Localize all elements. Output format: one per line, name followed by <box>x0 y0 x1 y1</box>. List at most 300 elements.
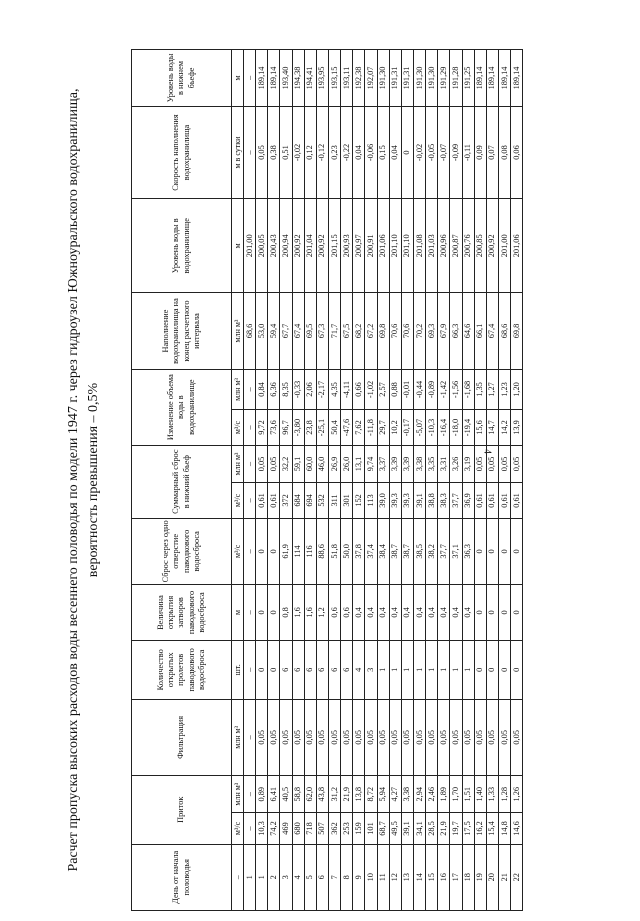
table-cell: – <box>244 50 256 107</box>
table-cell: 116 <box>304 518 316 584</box>
table-cell: 0,61 <box>511 483 523 518</box>
table-cell: 2,06 <box>304 369 316 410</box>
table-cell: 0,05 <box>353 699 365 775</box>
header-filtration: Фильтрация <box>132 699 232 775</box>
table-cell: 0,05 <box>474 445 486 483</box>
table-cell: 152 <box>353 483 365 518</box>
table-cell: 191,29 <box>438 50 450 107</box>
table-cell: 18 <box>462 844 474 910</box>
table-row <box>280 50 292 911</box>
table-cell: 10 <box>365 844 377 910</box>
table-cell: 67,7 <box>280 293 292 369</box>
table-cell: -0,02 <box>292 106 304 198</box>
table-cell: 0,4 <box>426 585 438 641</box>
table-cell: 1,6 <box>292 585 304 641</box>
table-cell: -5,07 <box>413 410 425 445</box>
table-cell: -1,56 <box>450 369 462 410</box>
table-cell: 37,4 <box>365 518 377 584</box>
table-cell: 6 <box>316 844 328 910</box>
table-cell: 0,4 <box>389 585 401 641</box>
table-row <box>244 50 256 911</box>
table-cell: -2,17 <box>316 369 328 410</box>
table-cell: 58,8 <box>292 775 304 813</box>
table-cell: 15 <box>426 844 438 910</box>
table-cell: 8,72 <box>365 775 377 813</box>
table-cell: 36,3 <box>462 518 474 584</box>
table-cell: -1,02 <box>365 369 377 410</box>
table-cell: 0 <box>474 585 486 641</box>
table-cell: 50,4 <box>328 410 340 445</box>
table-cell: 0 <box>511 585 523 641</box>
table-cell: 26,0 <box>341 445 353 483</box>
table-cell: 0 <box>256 518 268 584</box>
table-cell: 61,9 <box>280 518 292 584</box>
table-cell: -0,12 <box>316 106 328 198</box>
table-cell: 9,74 <box>365 445 377 483</box>
table-cell: -4,11 <box>341 369 353 410</box>
header-inflow: Приток <box>132 775 232 844</box>
table-cell: 38,3 <box>438 483 450 518</box>
table-cell: 0,4 <box>401 585 413 641</box>
table-cell: 19 <box>474 844 486 910</box>
table-cell: 1 <box>389 640 401 699</box>
table-cell: 0,05 <box>486 445 498 483</box>
table-cell: – <box>244 640 256 699</box>
table-cell: 15,4 <box>486 813 498 844</box>
table-cell: 39,1 <box>413 483 425 518</box>
table-cell: 0,05 <box>365 699 377 775</box>
table-cell: 159 <box>353 813 365 844</box>
table-cell: 1,89 <box>438 775 450 813</box>
table-cell: – <box>244 813 256 844</box>
header-spans-count: Количество открытых пролетов паводкового водосброса <box>132 640 232 699</box>
table-cell: 0,06 <box>511 106 523 198</box>
table-cell: 113 <box>365 483 377 518</box>
table-cell: -0,05 <box>426 106 438 198</box>
table-cell: 21 <box>498 844 510 910</box>
table-cell: 0,12 <box>304 106 316 198</box>
table-cell: 469 <box>280 813 292 844</box>
table-cell: 0,05 <box>377 699 389 775</box>
table-row <box>389 50 401 911</box>
table-cell: 189,14 <box>498 50 510 107</box>
table-cell: 0,05 <box>341 699 353 775</box>
table-cell: 362 <box>328 813 340 844</box>
table-cell: 532 <box>316 483 328 518</box>
table-cell: 193,95 <box>316 50 328 107</box>
table-cell: 38,4 <box>377 518 389 584</box>
table-cell: 194,41 <box>304 50 316 107</box>
table-cell: 23,8 <box>304 410 316 445</box>
header-tailwater-level: Уровень воды в нижнем бьефе <box>132 50 232 107</box>
table-cell: 694 <box>304 483 316 518</box>
table-cell: 0,4 <box>413 585 425 641</box>
table-cell: 14,7 <box>486 410 498 445</box>
table-cell: 5 <box>304 844 316 910</box>
table-cell: 39,3 <box>401 483 413 518</box>
table-cell: 1 <box>377 640 389 699</box>
table-cell: 69,8 <box>377 293 389 369</box>
table-cell: 201,10 <box>401 199 413 293</box>
table-cell: – <box>244 775 256 813</box>
table-cell: 6 <box>328 640 340 699</box>
table-cell: 37,7 <box>438 518 450 584</box>
table-cell: 0 <box>486 518 498 584</box>
table-cell: 67,5 <box>341 293 353 369</box>
table-cell: 0,05 <box>401 699 413 775</box>
table-cell: 38,7 <box>401 518 413 584</box>
table-cell: 67,9 <box>438 293 450 369</box>
table-row <box>426 50 438 911</box>
table-cell: 0,05 <box>450 699 462 775</box>
table-cell: 200,92 <box>486 199 498 293</box>
table-cell: 69,8 <box>511 293 523 369</box>
table-cell: 311 <box>328 483 340 518</box>
table-cell: 29,7 <box>377 410 389 445</box>
table-cell: 28,5 <box>426 813 438 844</box>
table-cell: 26,9 <box>328 445 340 483</box>
table-cell: 0,61 <box>486 483 498 518</box>
table-cell: 3,37 <box>377 445 389 483</box>
unit-cell: млн м³ <box>232 775 244 813</box>
table-cell: 21,9 <box>341 775 353 813</box>
units-row <box>232 50 244 911</box>
table-cell: 3,19 <box>462 445 474 483</box>
table-cell: 253 <box>341 813 353 844</box>
table-cell: 0 <box>474 640 486 699</box>
table-cell: 2,46 <box>426 775 438 813</box>
table-cell: 9,72 <box>256 410 268 445</box>
table-cell: -16,4 <box>438 410 450 445</box>
table-row <box>450 50 462 911</box>
header-volume-change: Изменение объема воды в водохранилище <box>132 369 232 445</box>
table-cell: 0,88 <box>389 369 401 410</box>
table-cell: 0,05 <box>462 699 474 775</box>
table-cell: 38,5 <box>413 518 425 584</box>
table-cell: 201,10 <box>389 199 401 293</box>
table-cell: 0 <box>256 640 268 699</box>
table-cell: 0,38 <box>268 106 280 198</box>
table-cell: 4 <box>353 640 365 699</box>
table-cell: 60,0 <box>304 445 316 483</box>
table-cell: 0,15 <box>377 106 389 198</box>
table-cell: 3,26 <box>450 445 462 483</box>
table-row <box>365 50 377 911</box>
table-cell: 0,66 <box>353 369 365 410</box>
unit-cell: м³/с <box>232 483 244 518</box>
table-cell: 8 <box>341 844 353 910</box>
table-cell: 0,05 <box>438 699 450 775</box>
table-cell: 96,7 <box>280 410 292 445</box>
table-cell: -0,09 <box>450 106 462 198</box>
table-cell: 0,6 <box>341 585 353 641</box>
table-cell: 0,05 <box>474 699 486 775</box>
table-cell: 1,33 <box>486 775 498 813</box>
table-cell: 40,5 <box>280 775 292 813</box>
table-cell: 193,15 <box>328 50 340 107</box>
table-cell: 0,05 <box>511 445 523 483</box>
table-cell: 0,4 <box>438 585 450 641</box>
table-cell: 200,05 <box>256 199 268 293</box>
header-day: День от начала половодья <box>132 844 232 910</box>
table-cell: 0,05 <box>304 699 316 775</box>
table-cell: 5,94 <box>377 775 389 813</box>
table-cell: 64,6 <box>462 293 474 369</box>
table-cell: 680 <box>292 813 304 844</box>
table-cell: 39,3 <box>389 483 401 518</box>
table-cell: 1 <box>426 640 438 699</box>
table-cell: 0,4 <box>450 585 462 641</box>
table-cell: 200,92 <box>292 199 304 293</box>
table-cell: 74,2 <box>268 813 280 844</box>
table-cell: 0,05 <box>413 699 425 775</box>
table-cell: 191,30 <box>426 50 438 107</box>
table-cell: 10,2 <box>389 410 401 445</box>
table-cell: 17,5 <box>462 813 474 844</box>
table-cell: 507 <box>316 813 328 844</box>
table-cell: 38,7 <box>389 518 401 584</box>
table-cell: 372 <box>280 483 292 518</box>
document-title: Расчет пропуска высоких расходов воды весеннего половодья по модели 1947 г. через гидроузел Южноуральского водохранилища, <box>66 88 81 872</box>
table-cell: 2 <box>268 844 280 910</box>
table-cell: 3,38 <box>413 445 425 483</box>
table-row <box>292 50 304 911</box>
table-cell: 189,14 <box>256 50 268 107</box>
table-cell: 66,3 <box>450 293 462 369</box>
unit-cell: м <box>232 199 244 293</box>
table-cell: 38,8 <box>426 483 438 518</box>
table-cell: 0,61 <box>474 483 486 518</box>
table-cell: 73,6 <box>268 410 280 445</box>
table-cell: -0,33 <box>292 369 304 410</box>
table-cell: 3 <box>280 844 292 910</box>
table-cell: 0,6 <box>328 585 340 641</box>
table-cell: 0 <box>268 640 280 699</box>
table-cell: 31,2 <box>328 775 340 813</box>
table-cell: 193,40 <box>280 50 292 107</box>
table-cell: 0,05 <box>316 699 328 775</box>
table-cell: 67,4 <box>292 293 304 369</box>
table-cell: 4 <box>292 844 304 910</box>
table-cell: 200,94 <box>280 199 292 293</box>
table-cell: 200,76 <box>462 199 474 293</box>
table-cell: 3 <box>365 640 377 699</box>
table-cell: 37,7 <box>450 483 462 518</box>
table-cell: 13,8 <box>353 775 365 813</box>
table-cell: 6 <box>304 640 316 699</box>
table-cell: 1,2 <box>316 585 328 641</box>
table-cell: 68,7 <box>377 813 389 844</box>
table-row <box>328 50 340 911</box>
table-cell: 0,09 <box>474 106 486 198</box>
table-cell: 21,9 <box>438 813 450 844</box>
table-cell: 1,40 <box>474 775 486 813</box>
table-row <box>316 50 328 911</box>
table-cell: 68,2 <box>353 293 365 369</box>
table-cell: 1,23 <box>498 369 510 410</box>
table-cell: 1,70 <box>450 775 462 813</box>
table-cell: 0,4 <box>377 585 389 641</box>
table-cell: -0,07 <box>438 106 450 198</box>
table-cell: 53,0 <box>256 293 268 369</box>
table-cell: – <box>244 699 256 775</box>
table-cell: 2,94 <box>413 775 425 813</box>
table-cell: 201,08 <box>413 199 425 293</box>
table-cell: 3,39 <box>389 445 401 483</box>
table-cell: 0,05 <box>498 699 510 775</box>
table-cell: 13,9 <box>511 410 523 445</box>
table-cell: 191,30 <box>377 50 389 107</box>
table-cell: 67,4 <box>486 293 498 369</box>
table-cell: 0,61 <box>256 483 268 518</box>
table-cell: 1,28 <box>498 775 510 813</box>
table-cell: 0,05 <box>426 699 438 775</box>
table-cell: -18,0 <box>450 410 462 445</box>
table-cell: 46,0 <box>316 445 328 483</box>
table-cell: 70,6 <box>389 293 401 369</box>
table-cell: 0,23 <box>328 106 340 198</box>
table-row <box>353 50 365 911</box>
table-cell: 62,0 <box>304 775 316 813</box>
table-cell: – <box>244 483 256 518</box>
unit-cell: – <box>232 844 244 910</box>
table-cell: 201,00 <box>498 199 510 293</box>
table-cell: -0,01 <box>401 369 413 410</box>
table-cell: 4,35 <box>328 369 340 410</box>
table-cell: -1,42 <box>438 369 450 410</box>
table-cell: 32,2 <box>280 445 292 483</box>
table-cell: 69,5 <box>304 293 316 369</box>
table-cell: 0,05 <box>498 445 510 483</box>
table-cell: -3,80 <box>292 410 304 445</box>
table-cell: – <box>244 369 256 410</box>
table-cell: 38,2 <box>426 518 438 584</box>
unit-cell: млн м³ <box>232 369 244 410</box>
unit-cell: млн м³ <box>232 445 244 483</box>
table-cell: 0 <box>486 585 498 641</box>
table-cell: 0,4 <box>365 585 377 641</box>
table-cell: 6,41 <box>268 775 280 813</box>
table-cell: – <box>244 585 256 641</box>
table-cell: 192,07 <box>365 50 377 107</box>
table-cell: 14,6 <box>511 813 523 844</box>
table-cell: 191,31 <box>389 50 401 107</box>
table-cell: 0,05 <box>389 699 401 775</box>
table-cell: -25,1 <box>316 410 328 445</box>
table-cell: 0,8 <box>280 585 292 641</box>
document-subtitle: вероятность превышения – 0,5% <box>86 382 101 578</box>
table-row <box>438 50 450 911</box>
table-cell: 101 <box>365 813 377 844</box>
table-cell: 1 <box>244 844 256 910</box>
table-row <box>474 50 486 911</box>
table-cell: 191,25 <box>462 50 474 107</box>
table-cell: 68,6 <box>498 293 510 369</box>
table-cell: 9 <box>353 844 365 910</box>
table-cell: 189,14 <box>268 50 280 107</box>
table-cell: 39,1 <box>401 813 413 844</box>
table-cell: 193,11 <box>341 50 353 107</box>
table-cell: -0,06 <box>365 106 377 198</box>
table-cell: 1 <box>462 640 474 699</box>
table-cell: 4,27 <box>389 775 401 813</box>
table-cell: 71,7 <box>328 293 340 369</box>
table-cell: 14,8 <box>498 813 510 844</box>
table-row <box>256 50 268 911</box>
table-cell: 1 <box>401 640 413 699</box>
table-cell: 12 <box>389 844 401 910</box>
table-cell: 0,05 <box>256 445 268 483</box>
table-cell: 1,26 <box>511 775 523 813</box>
table-cell: 13 <box>401 844 413 910</box>
table-cell: 0 <box>498 585 510 641</box>
table-cell: 0,05 <box>486 699 498 775</box>
header-gate-opening: Величина открытия затворов паводкового водосброса <box>132 585 232 641</box>
table-cell: 201,06 <box>511 199 523 293</box>
table-cell: -0,22 <box>341 106 353 198</box>
unit-cell: м³/с <box>232 813 244 844</box>
table-row <box>401 50 413 911</box>
table-cell: 191,28 <box>450 50 462 107</box>
table-cell: -0,17 <box>401 410 413 445</box>
table-cell: 191,30 <box>413 50 425 107</box>
table-cell: 0,05 <box>256 106 268 198</box>
table-cell: 37,8 <box>353 518 365 584</box>
unit-cell: м³/с <box>232 410 244 445</box>
table-cell: -47,6 <box>341 410 353 445</box>
unit-cell: м в сутки <box>232 106 244 198</box>
table-cell: 70,6 <box>401 293 413 369</box>
table-cell: 20 <box>486 844 498 910</box>
table-cell: 1,27 <box>486 369 498 410</box>
table-cell: 201,06 <box>377 199 389 293</box>
table-cell: 7,62 <box>353 410 365 445</box>
table-cell: 0,05 <box>280 699 292 775</box>
table-cell: 67,3 <box>316 293 328 369</box>
table-cell: 0,4 <box>353 585 365 641</box>
table-cell: 3,38 <box>401 775 413 813</box>
header-filling: Наполнение водохранилища на конец расчетного интервала <box>132 293 232 369</box>
table-cell: 200,85 <box>474 199 486 293</box>
table-cell: 0 <box>511 518 523 584</box>
table-cell: 201,15 <box>328 199 340 293</box>
table-cell: 6 <box>316 640 328 699</box>
table-cell: 718 <box>304 813 316 844</box>
table-cell: 191,31 <box>401 50 413 107</box>
table-cell: 0,05 <box>256 699 268 775</box>
unit-cell: м³/с <box>232 518 244 584</box>
table-cell: 0,05 <box>328 699 340 775</box>
table-cell: 201,03 <box>426 199 438 293</box>
table-cell: 0,04 <box>353 106 365 198</box>
table-cell: 200,97 <box>353 199 365 293</box>
table-cell: 0 <box>486 640 498 699</box>
table-cell: 0,05 <box>268 445 280 483</box>
table-body <box>244 50 523 911</box>
table-cell: -1,68 <box>462 369 474 410</box>
table-cell: 684 <box>292 483 304 518</box>
table-cell: 0,61 <box>268 483 280 518</box>
table-cell: 14,2 <box>498 410 510 445</box>
table-cell: 59,4 <box>268 293 280 369</box>
table-cell: 0 <box>268 585 280 641</box>
table-row <box>462 50 474 911</box>
table-cell: 66,1 <box>474 293 486 369</box>
table-cell: 0,05 <box>511 699 523 775</box>
table-cell: 0,61 <box>498 483 510 518</box>
header-water-level: Уровень воды в водохранилище <box>132 199 232 293</box>
table-cell: 200,93 <box>341 199 353 293</box>
